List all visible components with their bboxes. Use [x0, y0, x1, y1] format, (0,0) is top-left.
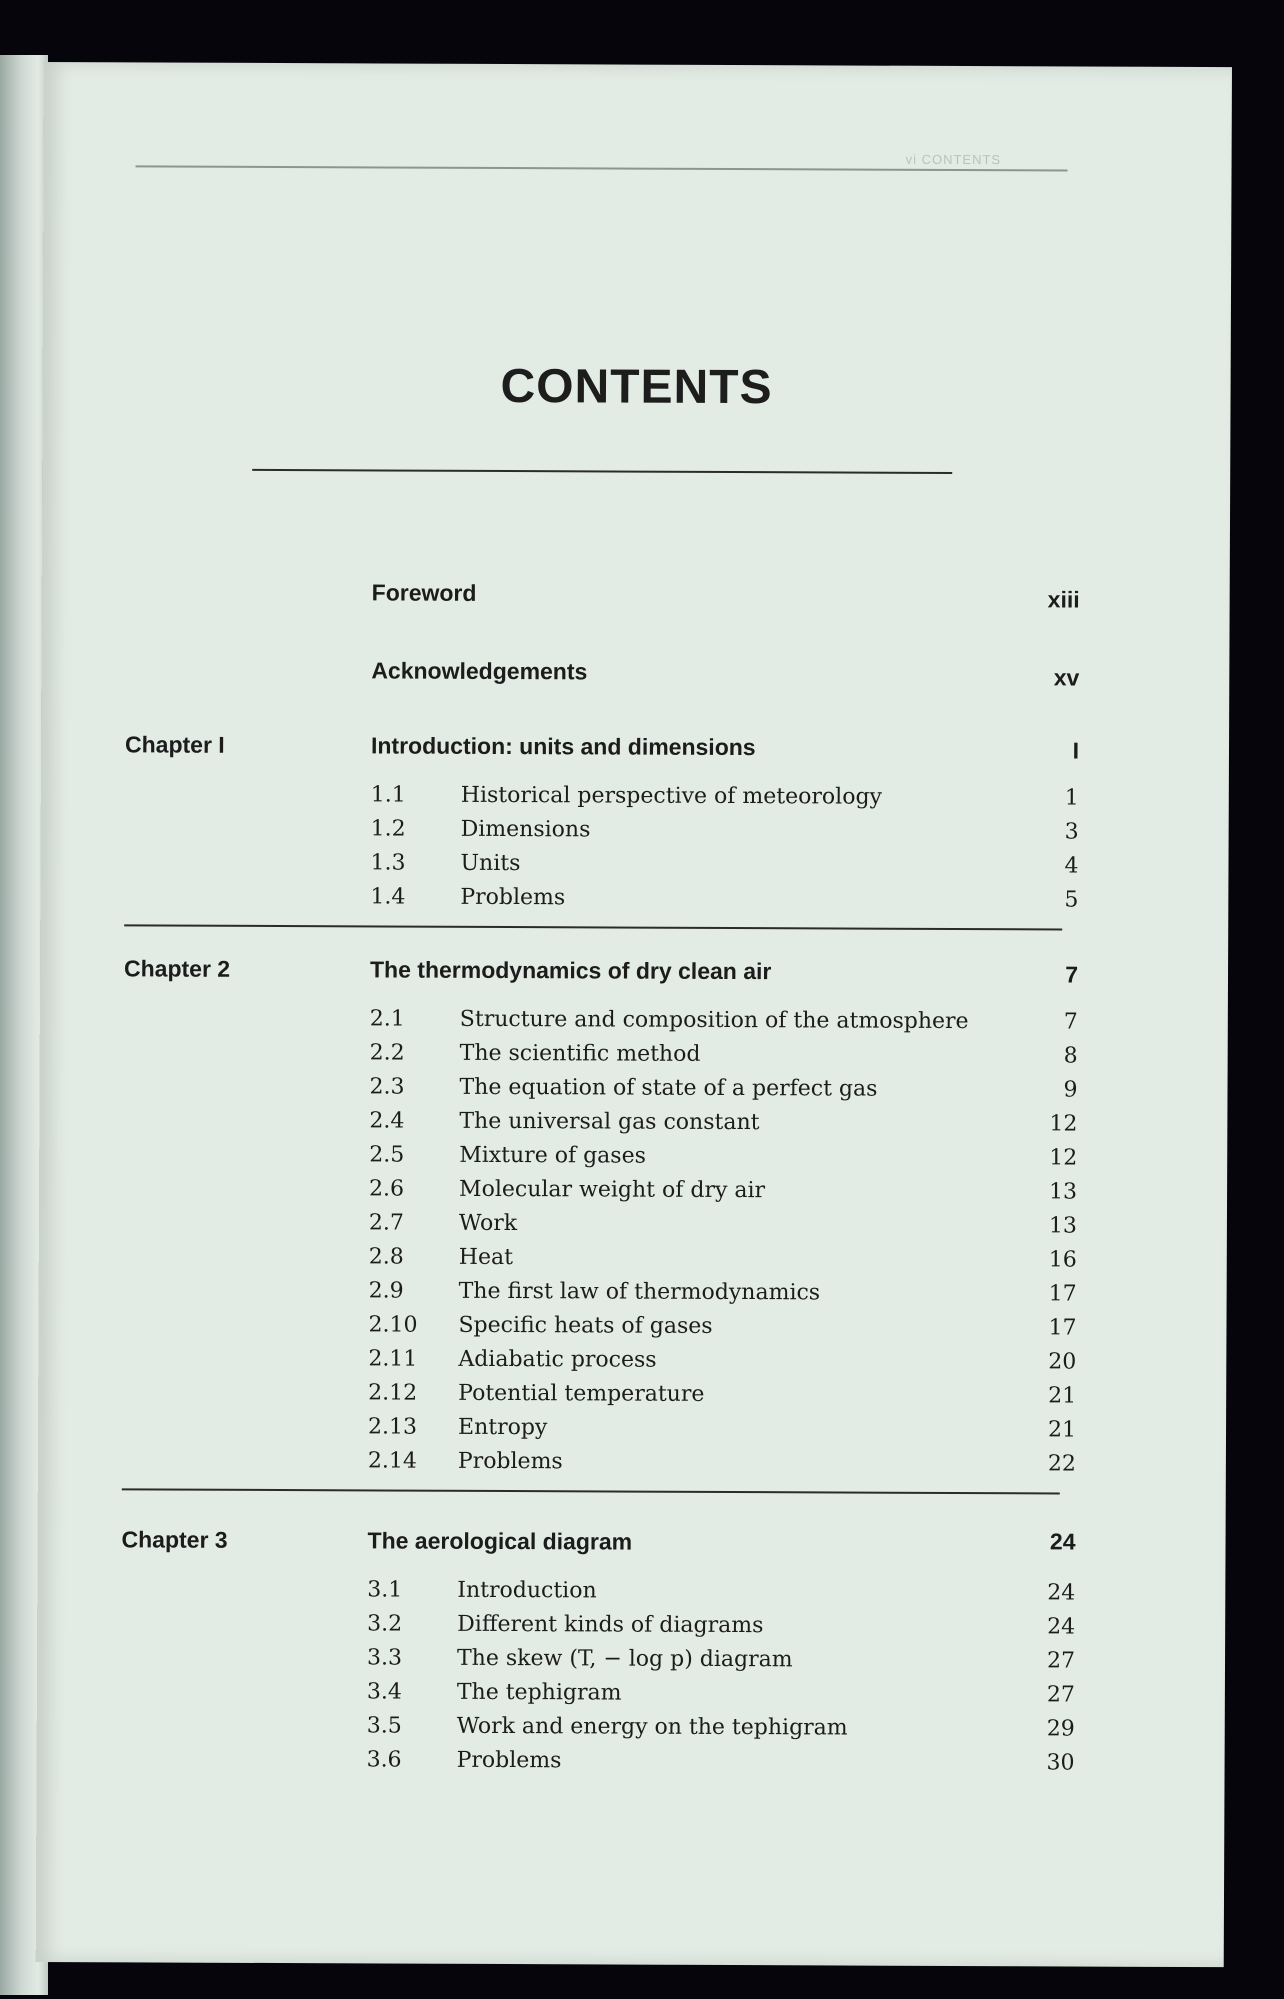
section-title: Potential temperature: [458, 1380, 705, 1407]
section-title: Units: [460, 850, 521, 877]
section-num: 2.6: [369, 1176, 405, 1202]
section-num: 3.1: [367, 1577, 403, 1603]
chapter-2-title: The thermodynamics of dry clean air: [369, 956, 772, 985]
section-num: 2.12: [368, 1380, 418, 1406]
section-page: 17: [1048, 1281, 1077, 1307]
section-num: 2.4: [369, 1108, 405, 1134]
section-title: Work and energy on the tephigram: [456, 1713, 848, 1741]
running-head: vi CONTENTS: [905, 151, 1002, 168]
section-page: 24: [1047, 1614, 1076, 1640]
title-rule: [252, 469, 952, 474]
section-title: Work: [458, 1210, 518, 1237]
section-title: Introduction: [457, 1577, 597, 1604]
section-num: 2.1: [369, 1006, 405, 1032]
section-page: 9: [1063, 1077, 1078, 1103]
section-page: 1: [1064, 785, 1079, 811]
chapter-divider: [124, 924, 1062, 930]
section-title: The skew (T, − log p) diagram: [456, 1645, 793, 1673]
page-title: CONTENTS: [500, 359, 773, 415]
section-title: Problems: [457, 1448, 563, 1475]
section-num: 2.5: [369, 1142, 405, 1168]
section-page: 27: [1046, 1682, 1075, 1708]
section-page: 5: [1064, 887, 1079, 913]
section-title: Specific heats of gases: [458, 1312, 713, 1339]
section-num: 3.5: [366, 1713, 402, 1739]
section-num: 1.3: [370, 850, 406, 876]
section-title: Heat: [458, 1244, 514, 1271]
chapter-3-label: Chapter 3: [121, 1526, 228, 1553]
section-title: Dimensions: [460, 816, 591, 843]
section-num: 2.10: [368, 1312, 418, 1338]
chapter-2-page: 7: [1065, 961, 1079, 988]
section-page: 7: [1063, 1009, 1078, 1035]
chapter-1-label: Chapter I: [124, 731, 225, 758]
toc-entry-acknowledgements-page: xv: [1053, 664, 1080, 691]
chapter-1-page: I: [1072, 737, 1080, 764]
section-page: 3: [1064, 819, 1079, 845]
section-num: 2.7: [368, 1210, 404, 1236]
chapter-3-page: 24: [1049, 1528, 1076, 1555]
section-title: Problems: [456, 1747, 562, 1774]
section-num: 3.2: [367, 1611, 403, 1637]
section-title: Adiabatic process: [458, 1346, 657, 1373]
section-page: 21: [1047, 1417, 1077, 1443]
section-page: 13: [1049, 1179, 1078, 1205]
section-page: 4: [1064, 853, 1079, 879]
toc-entry-foreword-page: xiii: [1047, 586, 1080, 613]
section-num: 2.11: [368, 1346, 418, 1372]
section-title: The universal gas constant: [459, 1108, 760, 1136]
section-title: The scientific method: [459, 1040, 701, 1067]
section-num: 1.1: [370, 782, 406, 808]
section-num: 2.3: [369, 1074, 405, 1100]
section-page: 16: [1048, 1247, 1077, 1273]
section-title: Different kinds of diagrams: [457, 1611, 764, 1639]
section-title: The equation of state of a perfect gas: [459, 1074, 878, 1102]
section-num: 3.3: [366, 1645, 403, 1671]
section-page: 30: [1046, 1750, 1075, 1776]
section-num: 3.6: [366, 1747, 402, 1773]
section-page: 12: [1049, 1145, 1078, 1171]
section-title: The tephigram: [456, 1679, 622, 1706]
section-page: 24: [1047, 1580, 1076, 1606]
book-page: [36, 62, 1232, 1967]
section-title: Molecular weight of dry air: [459, 1176, 766, 1204]
chapter-2-label: Chapter 2: [123, 955, 231, 982]
section-title: Structure and composition of the atmosphere: [459, 1006, 969, 1035]
toc-entry-foreword-title: Foreword: [371, 579, 477, 606]
chapter-1-title: Introduction: units and dimensions: [370, 732, 756, 761]
section-num: 1.2: [370, 816, 406, 842]
section-num: 3.4: [366, 1679, 402, 1705]
section-title: Mixture of gases: [459, 1142, 646, 1169]
section-page: 12: [1049, 1111, 1078, 1137]
section-title: The first law of thermodynamics: [458, 1278, 821, 1306]
section-page: 20: [1048, 1349, 1077, 1375]
section-page: 17: [1048, 1315, 1077, 1341]
section-title: Historical perspective of meteorology: [460, 782, 883, 810]
section-num: 2.2: [369, 1040, 405, 1066]
section-num: 2.13: [367, 1414, 418, 1440]
section-num: 2.8: [368, 1244, 404, 1270]
chapter-3-title: The aerological diagram: [367, 1527, 633, 1555]
section-page: 13: [1048, 1213, 1077, 1239]
section-num: 2.14: [367, 1448, 417, 1474]
section-page: 27: [1046, 1648, 1076, 1674]
section-title: Entropy: [457, 1414, 548, 1441]
section-page: 21: [1048, 1383, 1077, 1409]
chapter-divider: [122, 1488, 1060, 1494]
section-num: 1.4: [370, 884, 406, 910]
section-page: 22: [1047, 1451, 1076, 1477]
section-title: Problems: [460, 884, 566, 911]
toc-entry-acknowledgements-title: Acknowledgements: [371, 657, 588, 685]
section-page: 8: [1063, 1043, 1078, 1069]
section-page: 29: [1046, 1716, 1075, 1742]
section-num: 2.9: [368, 1278, 404, 1304]
